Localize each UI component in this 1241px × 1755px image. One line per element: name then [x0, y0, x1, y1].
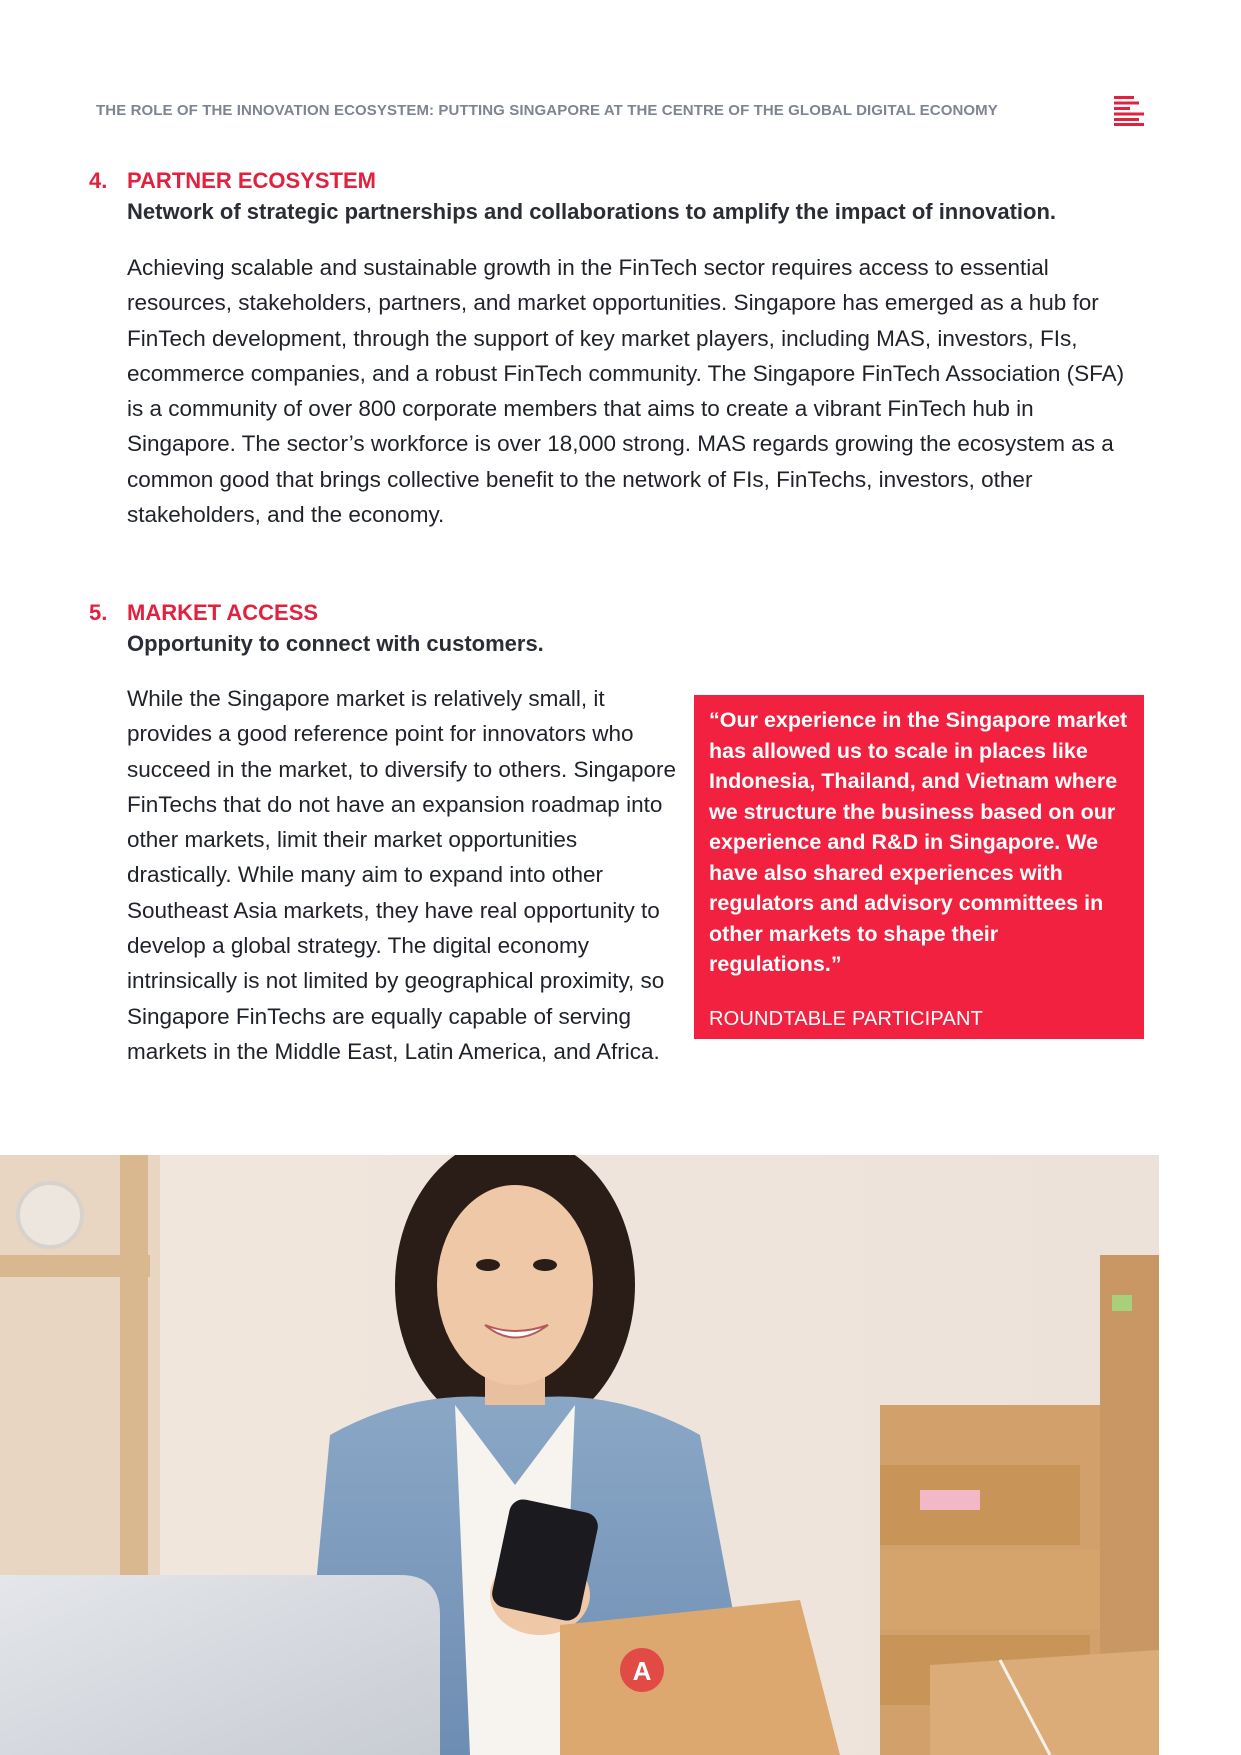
pull-quote-text: “Our experience in the Singapore market has allowed us to scale in places like Indonesia, Thailand, and Vietnam where we structure the business based on our experience and R&D in Singapore. We have also shared experiences with regulators and advisory committees in other markets to shape their regulations.”	[709, 708, 1128, 976]
section-heading-partner-ecosystem	[89, 168, 376, 194]
section-body-market-access: While the Singapore market is relatively small, it provides a good reference point for innovators who succeed in the market, to diversify to others. Singapore FinTechs that do not have an expansion roadmap into other markets, limit their market opportunities drastically. While many aim to expand into other Southeast Asia markets, they have real opportunity to develop a global strategy. The digital economy intrinsically is not limited by geographical proximity, so Singapore FinTechs are equally capable of serving markets in the Middle East, Latin America, and Africa.	[127, 686, 677, 1064]
photo-illustration	[0, 1155, 1159, 1755]
pull-quote-box	[694, 695, 1144, 1039]
section-title: MARKET ACCESS	[127, 600, 319, 625]
section-heading-market-access	[89, 600, 318, 626]
section-number: 5.	[89, 600, 108, 625]
section-subtitle: Network of strategic partnerships and collaborations to amplify the impact of innovation.	[127, 199, 1057, 224]
photo-woman-with-phone-and-boxes	[0, 1155, 1159, 1755]
running-header-title: THE ROLE OF THE INNOVATION ECOSYSTEM: PUTTING SINGAPORE AT THE CENTRE OF THE GLOBAL DIGITAL ECONOMY	[96, 102, 998, 119]
section-number: 4.	[89, 168, 108, 193]
section-title: PARTNER ECOSYSTEM	[127, 168, 376, 193]
section-subtitle: Opportunity to connect with customers.	[127, 631, 544, 656]
box-logo-letter: A	[632, 1656, 652, 1686]
pull-quote-attribution: ROUNDTABLE PARTICIPANT	[709, 1007, 984, 1030]
section-body-partner-ecosystem: Achieving scalable and sustainable growth in the FinTech sector requires access to essential resources, stakeholders, partners, and market opportunities. Singapore has emerged as a hub for FinTech development, through the support of key market players, including MAS, investors, FIs, ecommerce companies, and a robust FinTech community. The Singapore FinTech Association (SFA) is a community of over 800 corporate members that aims to create a vibrant FinTech hub in Singapore. The sector’s workforce is over 18,000 strong. MAS regards growing the ecosystem as a common good that brings collective benefit to the network of FIs, FinTechs, investors, other stakeholders, and the economy.	[127, 255, 1125, 528]
stacked-lines-logo-icon	[1114, 96, 1144, 126]
